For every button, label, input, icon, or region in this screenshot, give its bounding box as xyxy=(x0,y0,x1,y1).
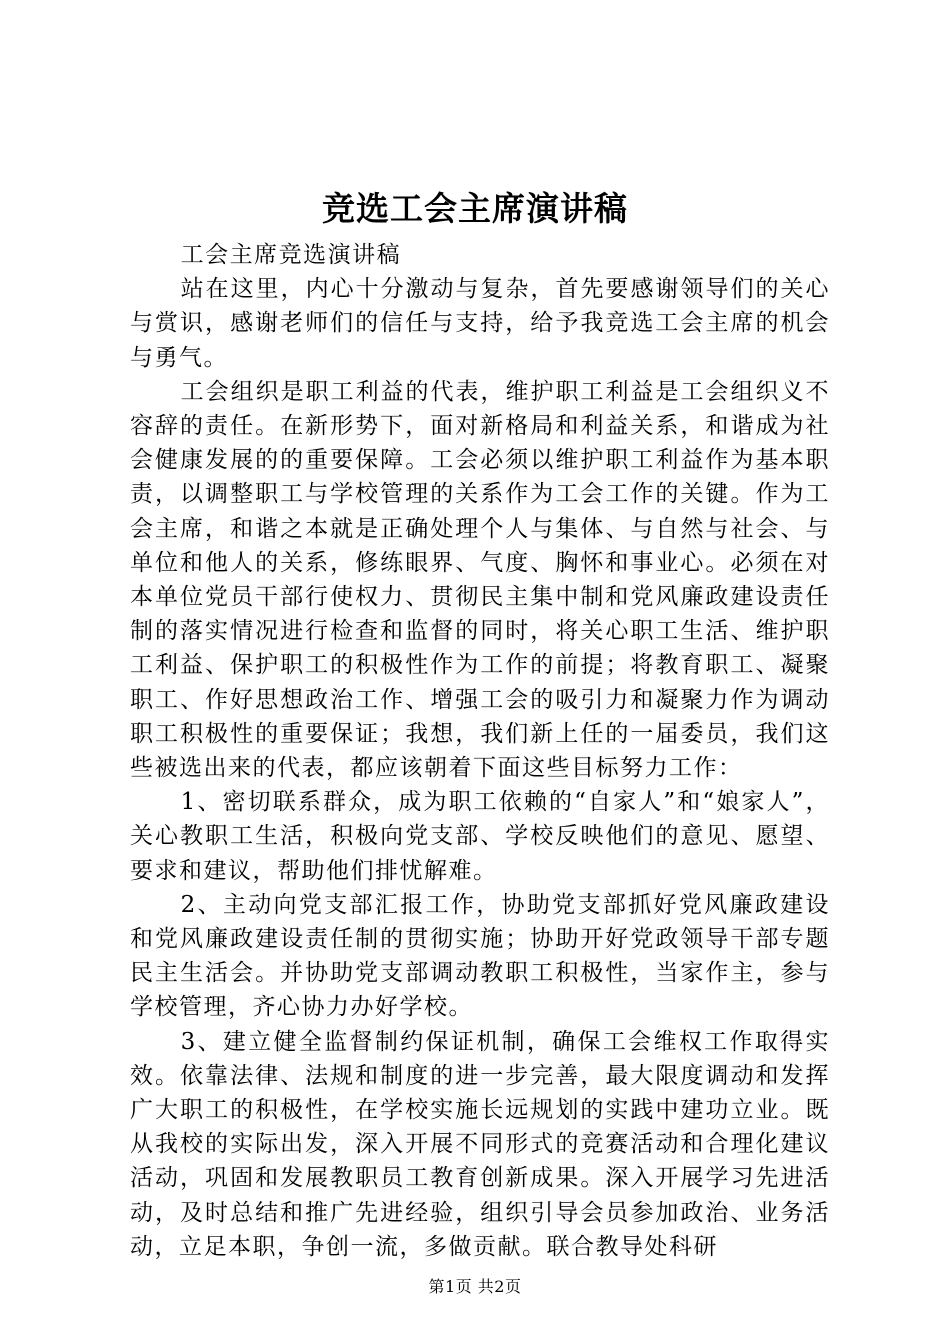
document-subtitle: 工会主席竞选演讲稿 xyxy=(180,242,402,268)
page-number-footer: 第1页 共2页 xyxy=(428,1277,522,1296)
paragraph-goal-2: 2、主动向党支部汇报工作，协助党支部抓好党风廉政建设和党风廉政建设责任制的贯彻实施；协助开好党政领导干部专题民主生活会。并协助党支部调动教职工积极性，当家作主，参与学校管理，齐心协力办好学校。 xyxy=(130,891,830,1021)
paragraph-intro: 站在这里，内心十分激动与复杂，首先要感谢领导们的关心与赏识，感谢老师们的信任与支持，给予我竞选工会主席的机会与勇气。 xyxy=(130,276,830,371)
document-title: 竞选工会主席演讲稿 xyxy=(322,189,628,228)
document-body xyxy=(130,238,830,1264)
paragraph-responsibility: 工会组织是职工利益的代表，维护职工利益是工会组织义不容辞的责任。在新形势下，面对新格局和利益关系，和谐成为社会健康发展的的重要保障。工会必须以维护职工利益作为基本职责，以调整职工与学校管理的关系作为工会工作的关键。作为工会主席，和谐之本就是正确处理个人与集体、与自然与社会、与单位和他人的关系，修练眼界、气度、胸怀和事业心。必须在对本单位党员干部行使权力、贯彻民主集中制和党风廉政建设责任制的落实情况进行检查和监督的同时，将关心职工生活、维护职工利益、保护职工的积极性作为工作的前提；将教育职工、凝聚职工、作好思想政治工作、增强工会的吸引力和凝聚力作为调动职工积极性的重要保证；我想，我们新上任的一届委员，我们这些被选出来的代表，都应该朝着下面这些目标努力工作： xyxy=(130,378,830,782)
paragraph-goal-3: 3、建立健全监督制约保证机制，确保工会维权工作取得实效。依靠法律、法规和制度的进一步完善，最大限度调动和发挥广大职工的积极性，在学校实施长远规划的实践中建功立业。既从我校的实际出发，深入开展不同形式的竞赛活动和合理化建议活动，巩固和发展教职员工教育创新成果。深入开展学习先进活动，及时总结和推广先进经验，组织引导会员参加政治、业务活动，立足本职，争创一流，多做贡献。联合教导处科研 xyxy=(130,1028,830,1260)
paragraph-goal-1: 1、密切联系群众，成为职工依赖的“自家人”和“娘家人”，关心教职工生活，积极向党支部、学校反映他们的意见、愿望、要求和建议，帮助他们排忧解难。 xyxy=(130,789,830,884)
